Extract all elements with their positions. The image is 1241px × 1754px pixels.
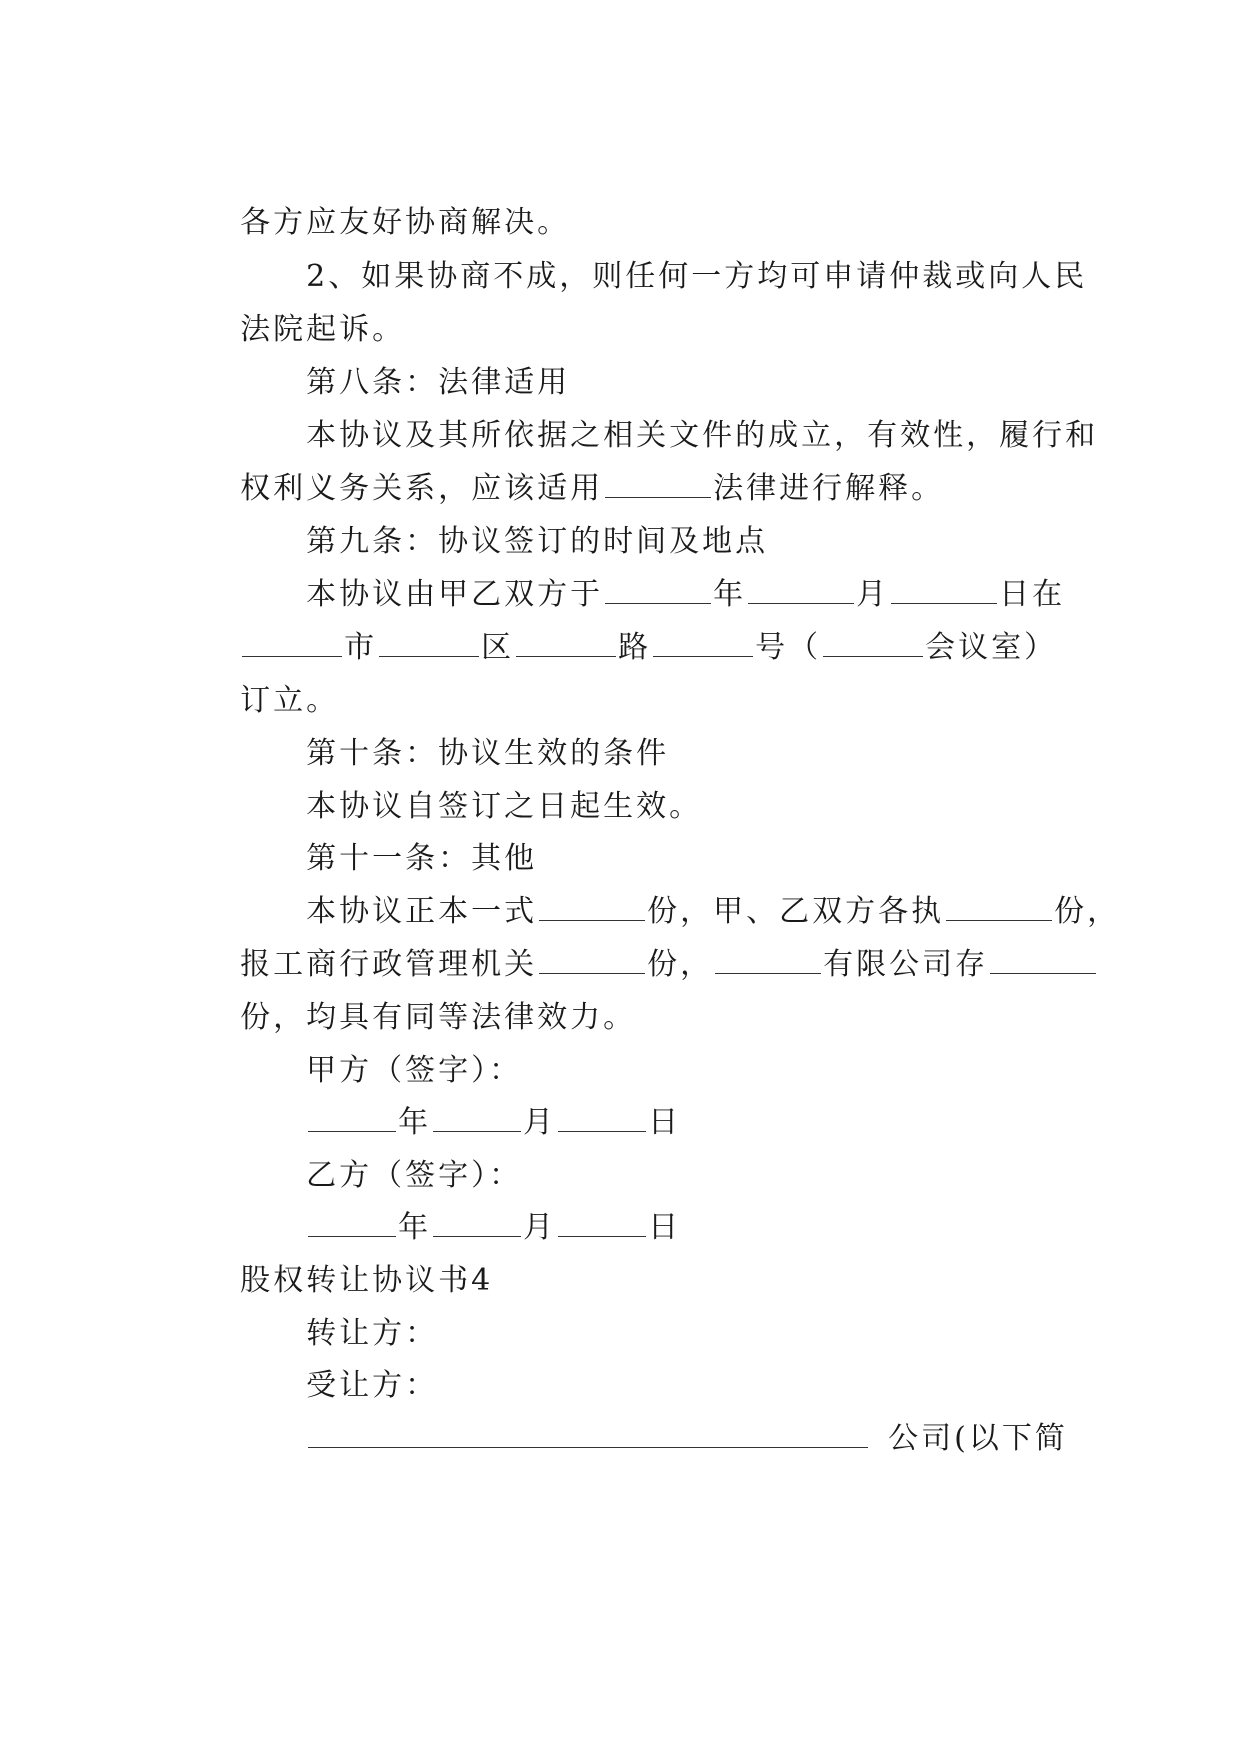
clause-9-address — [190, 561, 1058, 665]
text-segment: 月 — [523, 1105, 557, 1140]
clause-9-text — [256, 508, 1116, 612]
text-segment: 日在 — [999, 577, 1066, 612]
text-segment: 公司(以下简 — [888, 1421, 1068, 1456]
text-segment: 月 — [523, 1210, 557, 1245]
text-segment: 区 — [481, 630, 515, 665]
clause-heading: 第十条：协议生效的条件 — [306, 736, 670, 771]
clause-7-text-end — [190, 136, 1050, 240]
clause-7-item-2 — [256, 190, 1088, 294]
text-segment: 年 — [713, 577, 747, 612]
party-a-signature — [256, 984, 1116, 1088]
clause-10-text — [256, 720, 1116, 824]
clause-8-text-end — [190, 402, 1050, 506]
clause-11-text-end — [190, 931, 1050, 1035]
text-segment: 日 — [648, 1210, 682, 1245]
clause-heading: 第九条：协议签订的时间及地点 — [306, 524, 769, 559]
party-label: 转让方： — [306, 1316, 439, 1351]
text-line: 2、如果协商不成，则任何一方均可申请仲裁或向人民 — [306, 259, 1088, 294]
clause-11-text — [256, 825, 1121, 929]
signature-label: 乙方（签字）： — [306, 1158, 523, 1193]
clause-8-text — [256, 349, 1099, 453]
text-line: 本协议及其所依据之相关文件的成立，有效性，履行和 — [306, 418, 1099, 453]
text-segment: 会议室） — [925, 630, 1058, 665]
clause-9-text-end — [190, 614, 1050, 718]
text-segment: 有限公司存 — [823, 947, 989, 982]
text-segment: 号（ — [755, 630, 822, 665]
text-line: 本协议自签订之日起生效。 — [306, 789, 703, 824]
party-b-date — [256, 1141, 1116, 1245]
clause-8-heading — [256, 296, 1116, 400]
transferor-label — [256, 1247, 1116, 1351]
text-segment: 月 — [856, 577, 890, 612]
text-segment: 本协议正本一式 — [306, 894, 538, 929]
party-label: 受让方： — [306, 1368, 439, 1403]
text-segment: 市 — [344, 630, 378, 665]
text-segment: 权利义务关系，应该适用 — [240, 471, 604, 506]
text-segment: 份， — [647, 947, 714, 982]
clause-9-heading — [256, 455, 1116, 559]
text-segment: 日 — [648, 1105, 682, 1140]
text-segment: 份， — [1054, 894, 1121, 929]
text-segment: 年 — [398, 1210, 432, 1245]
clause-7-item-2-end — [190, 243, 1050, 347]
text-segment: 法律进行解释。 — [713, 471, 945, 506]
party-a-date — [256, 1036, 1116, 1140]
text-segment: 报工商行政管理机关 — [240, 947, 538, 982]
clause-heading: 第十一条：其他 — [306, 841, 538, 876]
text-line: 订立。 — [240, 683, 340, 718]
party-b-signature — [256, 1089, 1116, 1193]
text-segment: 份，甲、乙双方各执 — [647, 894, 945, 929]
text-segment: 路 — [618, 630, 652, 665]
text-segment: 本协议由甲乙双方于 — [306, 577, 604, 612]
blank-underline — [308, 1417, 868, 1448]
text-line: 各方应友好协商解决。 — [240, 205, 571, 240]
text-segment: 年 — [398, 1105, 432, 1140]
signature-label: 甲方（签字）： — [306, 1053, 523, 1088]
text-line: 份，均具有同等法律效力。 — [240, 1000, 637, 1035]
clause-10-heading — [256, 667, 1116, 771]
clause-11-text-2 — [190, 878, 1050, 982]
clause-11-heading — [256, 772, 1116, 876]
text-line: 法院起诉。 — [240, 312, 406, 347]
company-line — [256, 1352, 1116, 1456]
agreement-title — [190, 1194, 1050, 1298]
transferee-label — [256, 1299, 1116, 1403]
section-title: 股权转让协议书4 — [240, 1263, 494, 1298]
clause-heading: 第八条：法律适用 — [306, 365, 571, 400]
